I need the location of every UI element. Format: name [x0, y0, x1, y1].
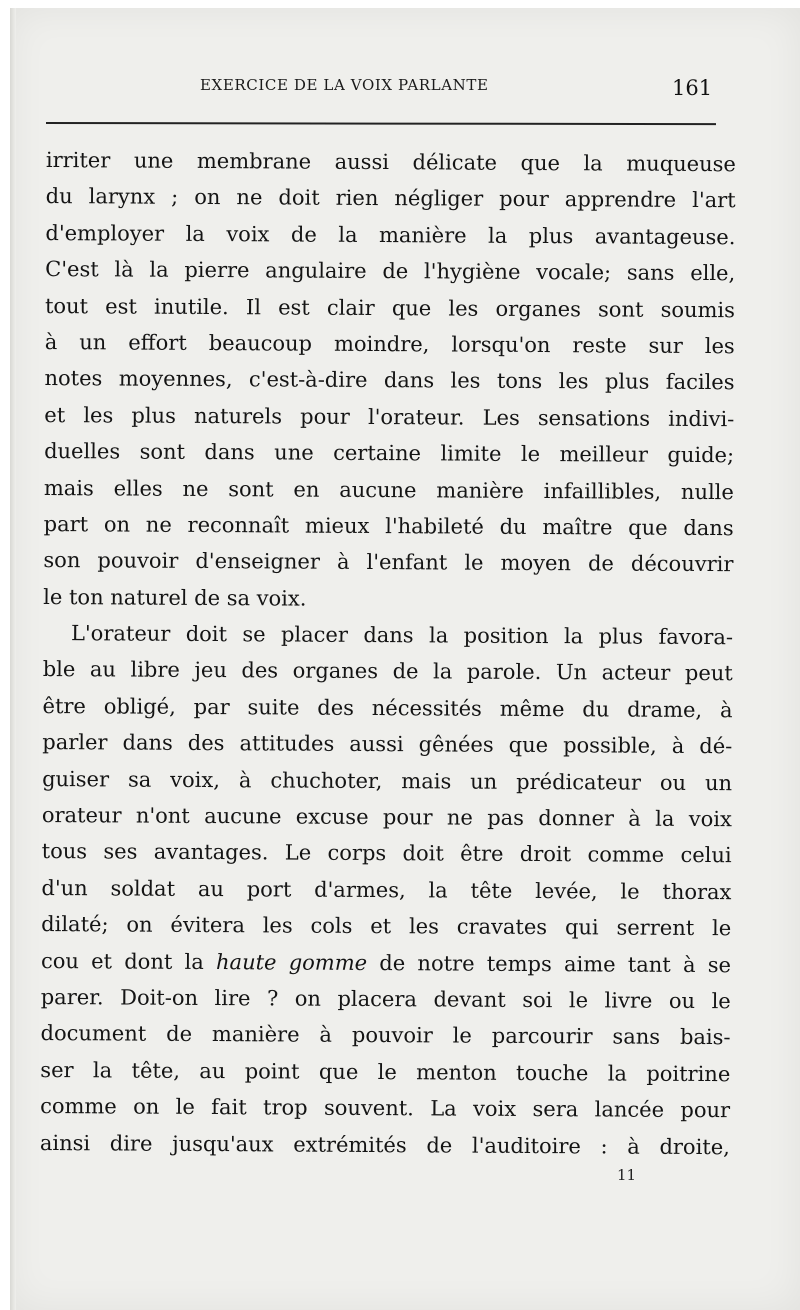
- text-line: à un effort beaucoup moindre, lorsqu'on reste sur les: [44, 329, 735, 359]
- text-line-with-italic: [41, 943, 731, 984]
- text-line: d'un soldat au port d'armes, la tête levée, le thorax: [41, 875, 732, 905]
- text-line: irriter une membrane aussi délicate que la muqueuse: [45, 147, 736, 177]
- text-segment: cou et dont la: [40, 948, 217, 974]
- text-line: C'est là la pierre angulaire de l'hygiène vocale; sans elle,: [45, 257, 736, 286]
- text-line: être obligé, par suite des nécessités même du drame, à: [42, 693, 733, 723]
- text-line: notes moyennes, c'est-à-dire dans les tons les plus faciles: [44, 366, 735, 395]
- text-line: et les plus naturels pour l'orateur. Les sensations indivi-: [44, 402, 735, 431]
- signature-mark: 11: [617, 1166, 637, 1184]
- text-line: orateur n'ont aucune excuse pour ne pas donner à la voix: [41, 803, 732, 832]
- text-line: tout est inutile. Il est clair que les organes sont soumis: [44, 293, 736, 322]
- text-line: du larynx ; on ne doit rien négliger pour apprendre l'art: [45, 184, 736, 213]
- text-line: dilaté; on évitera les cols et les cravates qui serrent le: [41, 912, 732, 941]
- text-line: son pouvoir d'enseigner à l'enfant le moyen de découvrir: [43, 548, 734, 577]
- page-number: 161: [672, 76, 713, 100]
- text-line: mais elles ne sont en aucune manière infaillibles, nulle: [43, 475, 734, 504]
- text-line: part on ne reconnaît mieux l'habileté du maître que dans: [43, 511, 734, 541]
- text-line: document de manière à pouvoir le parcourir sans bais-: [40, 1021, 731, 1050]
- running-title: EXERCICE DE LA VOIX PARLANTE: [200, 76, 489, 94]
- text-line: comme on le fait trop souvent. La voix sera lancée pour: [40, 1094, 731, 1123]
- text-line: ble au libre jeu des organes de la parole. Un acteur peut: [42, 657, 733, 686]
- page-edge-shadow: [10, 8, 16, 1310]
- body-text: [40, 142, 736, 1165]
- text-segment: de notre temps aime tant à se: [367, 950, 732, 977]
- text-line: tous ses avantages. Le corps doit être droit comme celui: [41, 839, 732, 868]
- text-line: guiser sa voix, à chuchoter, mais un prédicateur ou un: [42, 766, 733, 795]
- text-line: parer. Doit-on lire ? on placera devant soi le livre ou le: [40, 984, 731, 1014]
- text-line: parler dans des attitudes aussi gênées que possible, à dé-: [42, 730, 733, 759]
- text-line: d'employer la voix de la manière la plus avantageuse.: [45, 220, 736, 249]
- text-line: ser la tête, au point que le menton touche la poitrine: [40, 1057, 731, 1086]
- text-line: duelles sont dans une certaine limite le meilleur guide;: [44, 439, 735, 468]
- text-line: le ton naturel de sa voix.: [43, 584, 307, 611]
- paragraph-start-line: L'orateur doit se placer dans la position la plus favora-: [70, 621, 734, 650]
- text-line: ainsi dire jusqu'aux extrémités de l'auditoire : à droite,: [39, 1130, 730, 1159]
- italic-phrase: haute gomme: [216, 949, 368, 975]
